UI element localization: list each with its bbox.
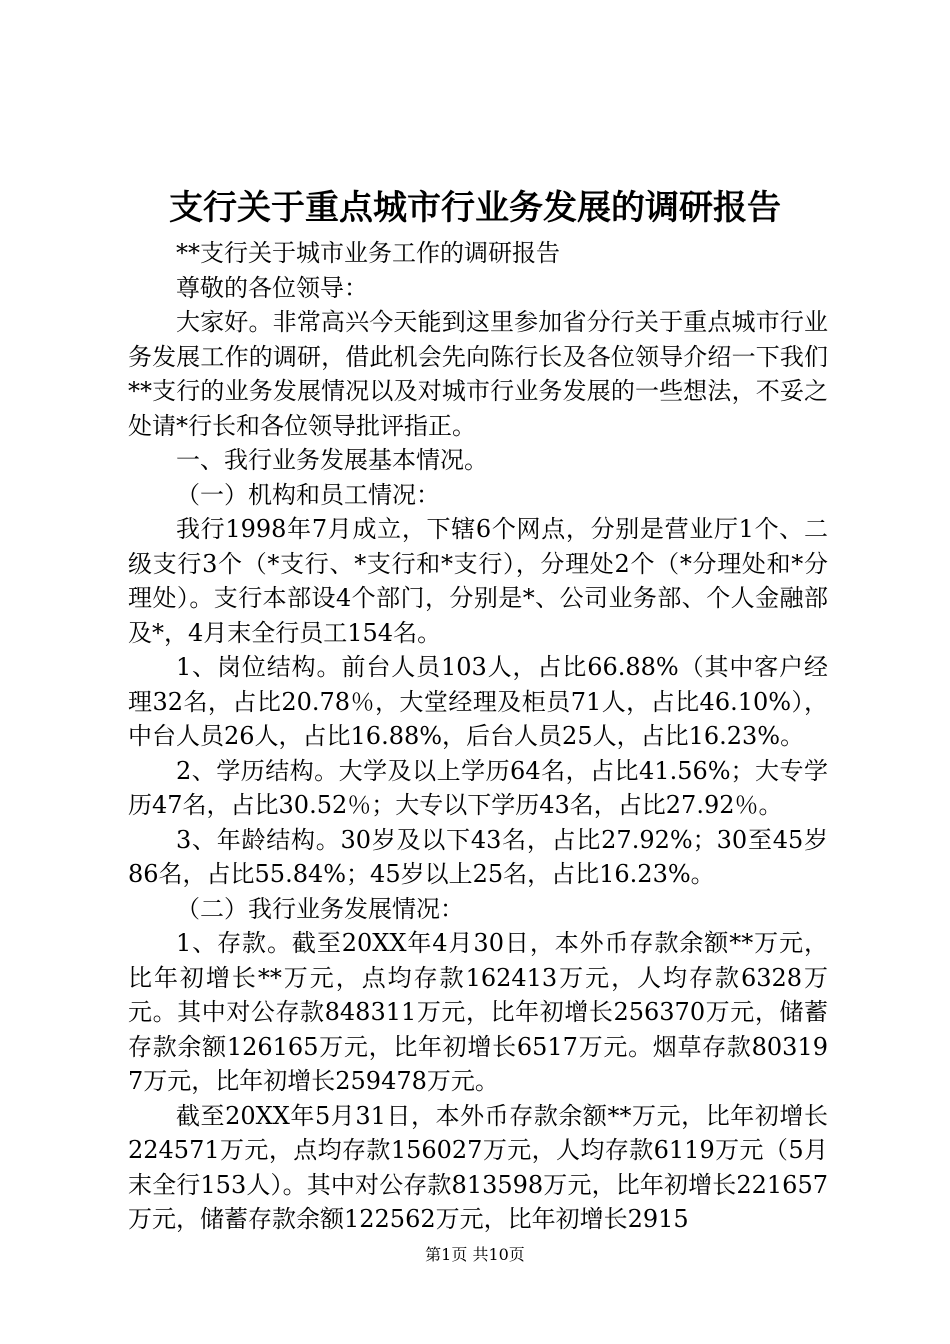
paragraph-age-structure: 3、年龄结构。30岁及以下43名，占比27.92%；30至45岁86名，占比55.84%；45岁以上25名，占比16.23%。: [128, 825, 828, 888]
section-heading-1: 一、我行业务发展基本情况。: [176, 446, 488, 474]
paragraph-deposits-may: 截至20XX年5月31日，本外币存款余额**万元，比年初增长224571万元，点均存款156027万元，人均存款6119万元（5月末全行153人）。其中对公存款813598万元，比年初增长221657万元，储蓄存款余额122562万元，比年初增长2915: [128, 1101, 828, 1233]
paragraph-subtitle: **支行关于城市业务工作的调研报告: [176, 239, 560, 267]
paragraph-education-structure: 2、学历结构。大学及以上学历64名，占比41.56%；大专学历47名，占比30.52％；大专以下学历43名，占比27.92％。: [128, 756, 828, 819]
paragraph-salutation: 尊敬的各位领导：: [176, 273, 368, 302]
paragraph-greeting: 大家好。非常高兴今天能到这里参加省分行关于重点城市行业务发展工作的调研，借此机会先向陈行长及各位领导介绍一下我们**支行的业务发展情况以及对城市行业务发展的一些想法，不妥之处请*行长和各位领导批评指正。: [128, 308, 828, 440]
document-body: [128, 236, 828, 1237]
page-footer: 第1页 共10页: [425, 1245, 525, 1264]
subsection-heading-2: （二）我行业务发展情况：: [176, 894, 464, 923]
page-title: 支行关于重点城市行业务发展的调研报告: [169, 188, 781, 228]
paragraph-position-structure: 1、岗位结构。前台人员103人，占比66.88%（其中客户经理32名，占比20.78％，大堂经理及柜员71人，占比46.10%），中台人员26人，占比16.88%，后台人员25人，占比16.23%。: [128, 653, 828, 750]
paragraph-deposits-april: 1、存款。截至20XX年4月30日，本外币存款余额**万元，比年初增长**万元，点均存款162413万元，人均存款6328万元。其中对公存款848311万元，比年初增长256370万元，储蓄存款余额126165万元，比年初增长6517万元。烟草存款803197万元，比年初增长259478万元。: [128, 929, 828, 1095]
subsection-heading-1: （一）机构和员工情况：: [176, 480, 440, 509]
paragraph-institution: 我行1998年7月成立，下辖6个网点，分别是营业厅1个、二级支行3个（*支行、*支行和*支行），分理处2个（*分理处和*分理处）。支行本部设4个部门，分别是*、公司业务部、个人金融部及*，4月末全行员工154名。: [128, 515, 828, 647]
